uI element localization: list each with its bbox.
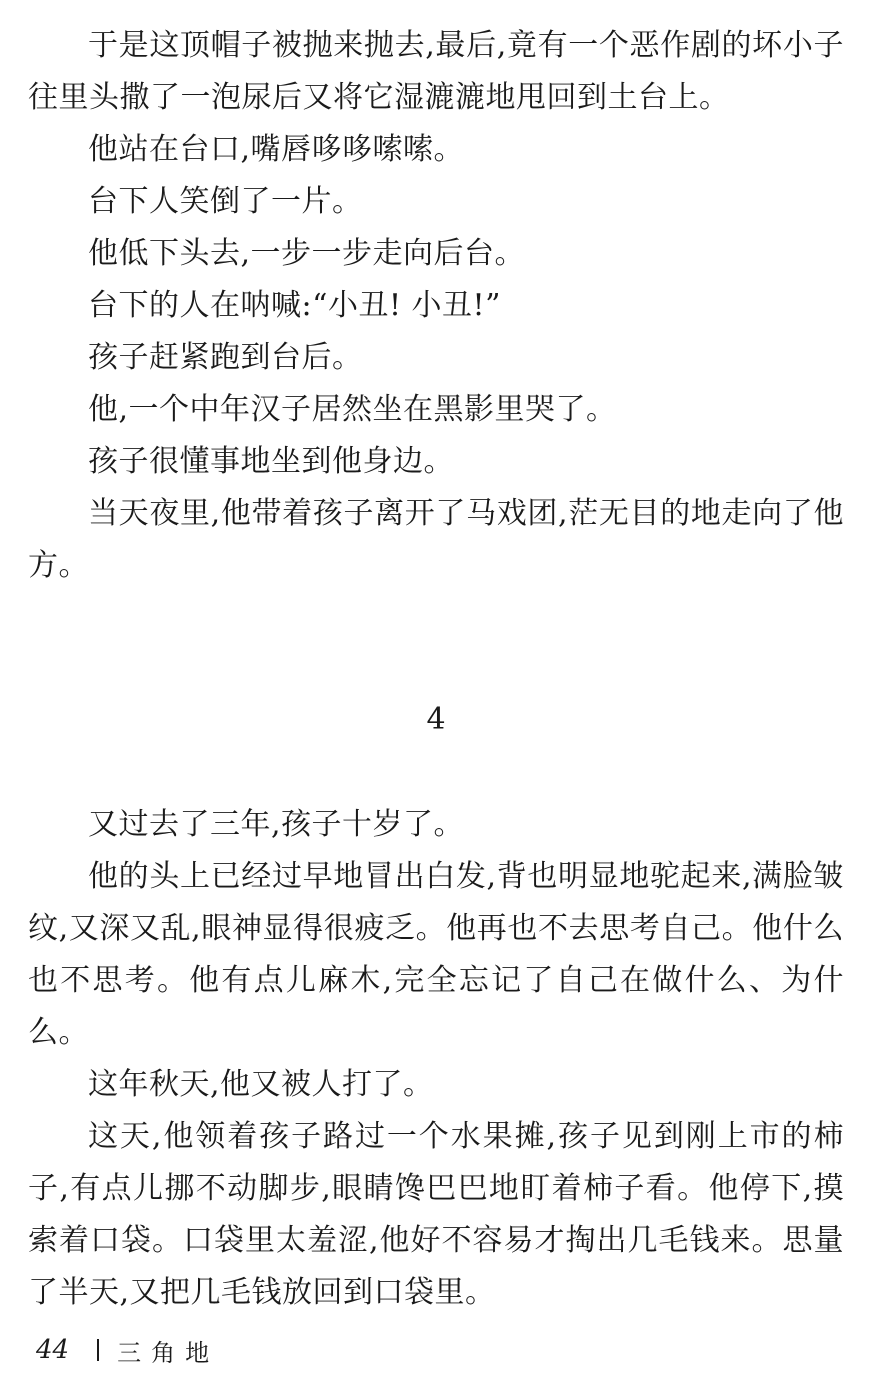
- paragraph: 当天夜里,他带着孩子离开了马戏团,茫无目的地走向了他方。: [28, 496, 844, 583]
- paragraph: 孩子赶紧跑到台后。: [88, 340, 363, 375]
- text-block-bottom: [28, 799, 844, 1319]
- paragraph: 他的头上已经过早地冒出白发,背也明显地驼起来,满脸皱纹,又深又乱,眼神显得很疲乏。他再也不去思考自己。他什么也不思考。他有点儿麻木,完全忘记了自己在做什么、为什么。: [28, 859, 844, 1050]
- section-number: 4: [426, 702, 446, 737]
- paragraph: 他,一个中年汉子居然坐在黑影里哭了。: [88, 392, 617, 427]
- paragraph: 他站在台口,嘴唇哆哆嗦嗦。: [88, 132, 465, 167]
- paragraph: 台下人笑倒了一片。: [88, 184, 363, 219]
- footer-divider: [97, 1339, 99, 1361]
- paragraph: 又过去了三年,孩子十岁了。: [88, 807, 465, 842]
- paragraph: 这天,他领着孩子路过一个水果摊,孩子见到刚上市的柿子,有点儿挪不动脚步,眼睛馋巴巴地盯着柿子看。他停下,摸索着口袋。口袋里太羞涩,他好不容易才掏出几毛钱来。思量了半天,又把几毛钱放回到口袋里。: [28, 1119, 844, 1310]
- paragraph: 孩子很懂事地坐到他身边。: [88, 444, 454, 479]
- book-title: 三角地: [117, 1338, 220, 1367]
- text-block-top: [28, 20, 844, 592]
- paragraph: 这年秋天,他又被人打了。: [88, 1067, 434, 1102]
- page-footer: [36, 1330, 219, 1370]
- page-number: 44: [36, 1335, 70, 1365]
- paragraph: 他低下头去,一步一步走向后台。: [88, 236, 526, 271]
- paragraph: 台下的人在呐喊:“小丑! 小丑!”: [88, 288, 501, 323]
- paragraph: 于是这顶帽子被抛来抛去,最后,竟有一个恶作剧的坏小子往里头撒了一泡尿后又将它湿漉漉地甩回到土台上。: [28, 28, 844, 115]
